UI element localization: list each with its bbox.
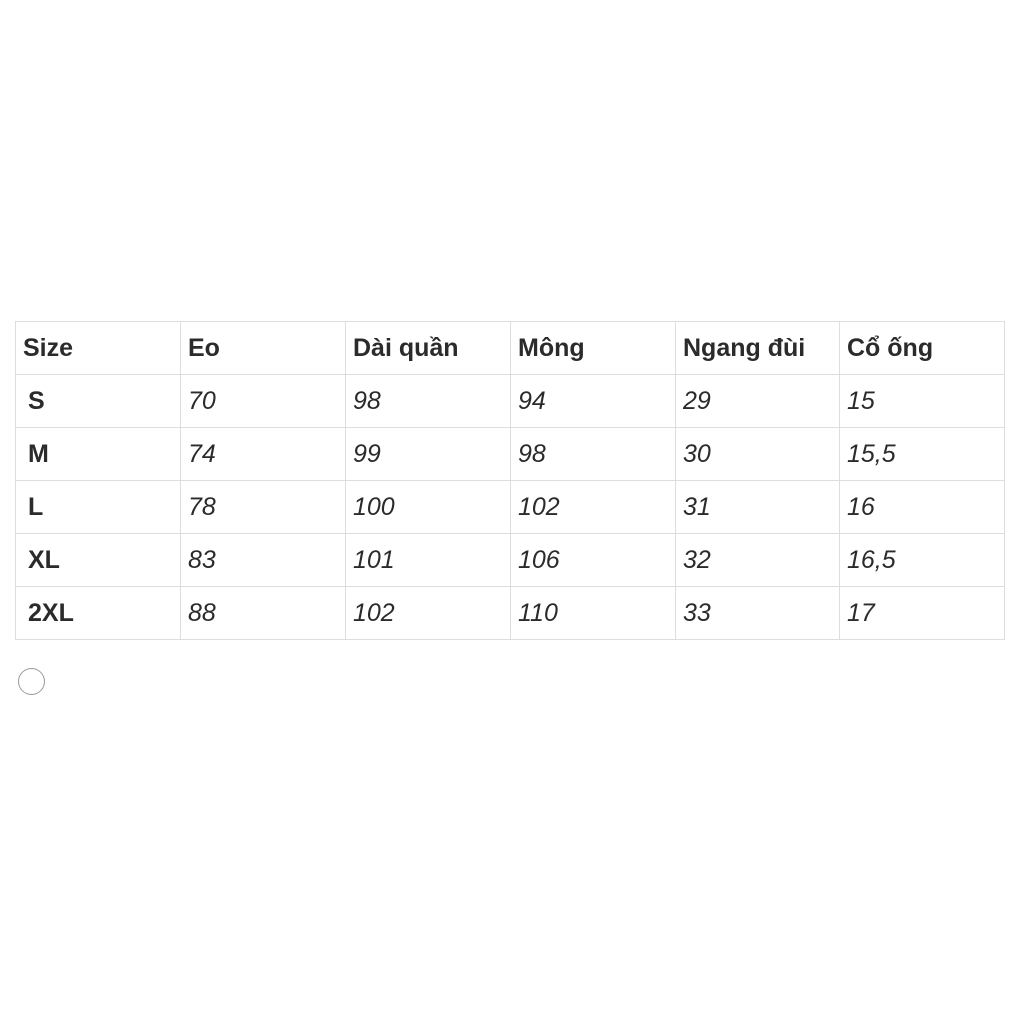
length-cell: 101 — [346, 534, 511, 587]
hem-cell: 16,5 — [840, 534, 1005, 587]
radio-button[interactable] — [18, 668, 45, 695]
header-length: Dài quần — [346, 322, 511, 375]
waist-cell: 78 — [181, 481, 346, 534]
table-row — [16, 375, 1005, 428]
header-row — [16, 322, 1005, 375]
hip-cell: 94 — [511, 375, 676, 428]
size-cell: 2XL — [16, 587, 181, 640]
thigh-cell: 32 — [676, 534, 840, 587]
size-cell: S — [16, 375, 181, 428]
waist-cell: 88 — [181, 587, 346, 640]
length-cell: 102 — [346, 587, 511, 640]
waist-cell: 83 — [181, 534, 346, 587]
hem-cell: 16 — [840, 481, 1005, 534]
hem-cell: 15,5 — [840, 428, 1005, 481]
table-row — [16, 481, 1005, 534]
length-cell: 98 — [346, 375, 511, 428]
header-waist: Eo — [181, 322, 346, 375]
header-hem: Cổ ống — [840, 322, 1005, 375]
header-thigh: Ngang đùi — [676, 322, 840, 375]
header-size: Size — [16, 322, 181, 375]
size-cell: L — [16, 481, 181, 534]
hip-cell: 106 — [511, 534, 676, 587]
thigh-cell: 29 — [676, 375, 840, 428]
hip-cell: 110 — [511, 587, 676, 640]
hem-cell: 15 — [840, 375, 1005, 428]
table-row — [16, 534, 1005, 587]
thigh-cell: 31 — [676, 481, 840, 534]
length-cell: 99 — [346, 428, 511, 481]
table-row — [16, 428, 1005, 481]
length-cell: 100 — [346, 481, 511, 534]
thigh-cell: 33 — [676, 587, 840, 640]
thigh-cell: 30 — [676, 428, 840, 481]
hem-cell: 17 — [840, 587, 1005, 640]
size-cell: XL — [16, 534, 181, 587]
header-hip: Mông — [511, 322, 676, 375]
waist-cell: 74 — [181, 428, 346, 481]
table-row — [16, 587, 1005, 640]
hip-cell: 102 — [511, 481, 676, 534]
waist-cell: 70 — [181, 375, 346, 428]
hip-cell: 98 — [511, 428, 676, 481]
size-cell: M — [16, 428, 181, 481]
size-chart-table — [15, 321, 1005, 640]
